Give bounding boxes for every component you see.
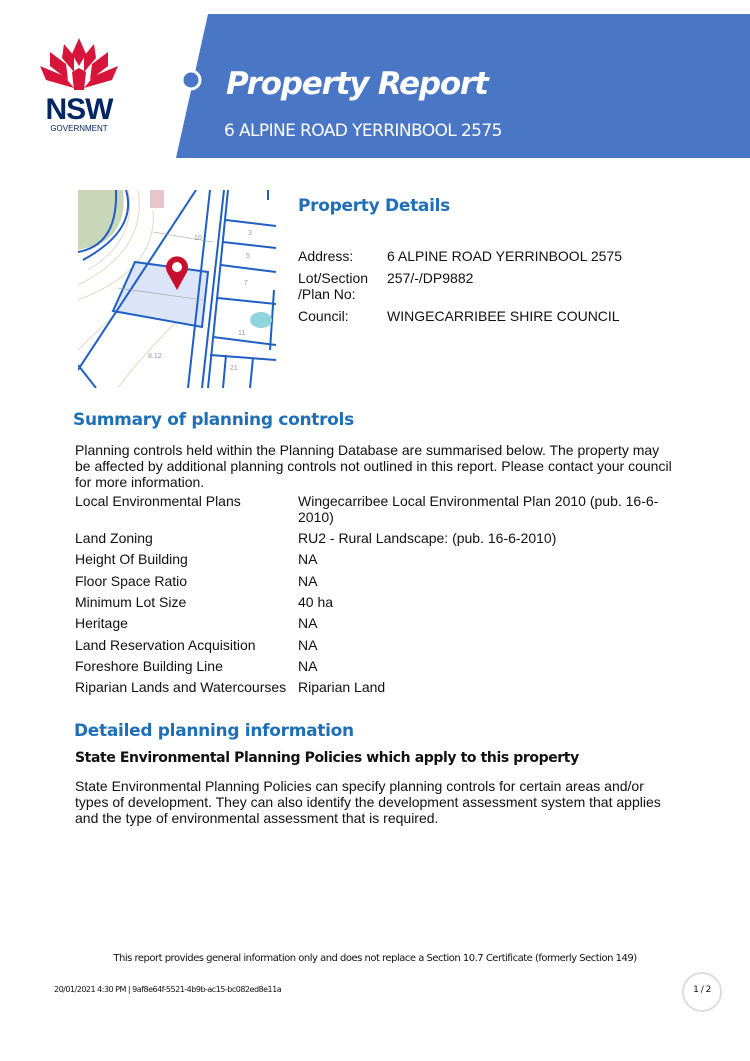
property-map [78,190,276,388]
detail-value: 6 ALPINE ROAD YERRINBOOL 2575 [387,248,622,264]
summary-intro: Planning controls held within the Planning Database are summarised below. The property may be affected by additional planning controls not outlined in this report. Please contact your council for more information. [75,442,672,490]
sepp-text: State Environmental Planning Policies can specify planning controls for certain areas and/or types of development. They can also identify the development assessment system that applies and the type of environmental assessment that is required. [75,778,661,826]
row-label: Local Environmental Plans [75,493,241,509]
row-label: Minimum Lot Size [75,594,187,610]
logo-text: NSW [45,93,113,126]
row-label: Height Of Building [75,551,188,567]
property-details-heading: Property Details [298,196,450,216]
row-label: Floor Space Ratio [75,573,188,589]
row-label: Land Zoning [75,530,153,546]
row-value: Wingecarribee Local Environmental Plan 2010 (pub. 16-6-2010) [298,493,659,525]
row-label: Heritage [75,615,128,631]
row-value: Riparian Land [298,679,386,695]
detail-value: WINGECARRIBEE SHIRE COUNCIL [387,308,620,324]
row-value: NA [298,573,318,589]
row-value: NA [298,637,318,653]
row-value: RU2 - Rural Landscape: (pub. 16-6-2010) [298,530,557,546]
lot-label: 7 [244,280,248,287]
row-label: Riparian Lands and Watercourses [75,679,287,695]
disclaimer: This report provides general information only and does not replace a Section 10.7 Certificate (formerly Section 149) [113,953,637,964]
lot-label: 3 [248,230,252,237]
row-label: Foreshore Building Line [75,658,223,674]
row-value: NA [298,658,318,674]
report-address: 6 ALPINE ROAD YERRINBOOL 2575 [224,121,502,141]
row-label: Land Reservation Acquisition [75,637,256,653]
lot-label: 11 [238,330,246,337]
report-stamp: 20/01/2021 4:30 PM | 9af8e64f-5521-4b9b-ac15-bc082ed8e11a [54,985,282,994]
detail-value: 257/-/DP9882 [387,270,474,286]
detailed-heading: Detailed planning information [74,721,354,741]
lot-label: 5 [246,253,250,260]
waratah-icon [36,36,122,91]
nsw-logo [36,36,122,133]
row-value: 40 ha [298,594,334,610]
detail-label: Address: [298,248,354,264]
summary-heading: Summary of planning controls [73,410,354,430]
logo-subtext: GOVERNMENT [50,124,108,133]
row-value: NA [298,615,318,631]
lot-label: 21 [230,365,238,372]
row-value: NA [298,551,318,567]
sepp-subheading: State Environmental Planning Policies which apply to this property [75,750,579,766]
report-title: Property Report [226,66,488,102]
detail-label: Council: [298,308,349,324]
lot-label: 8.12 [148,353,162,360]
detail-label: Lot/Section /Plan No: [298,270,369,302]
page-number: 1 / 2 [693,985,711,995]
lot-label: 10 [194,235,202,242]
